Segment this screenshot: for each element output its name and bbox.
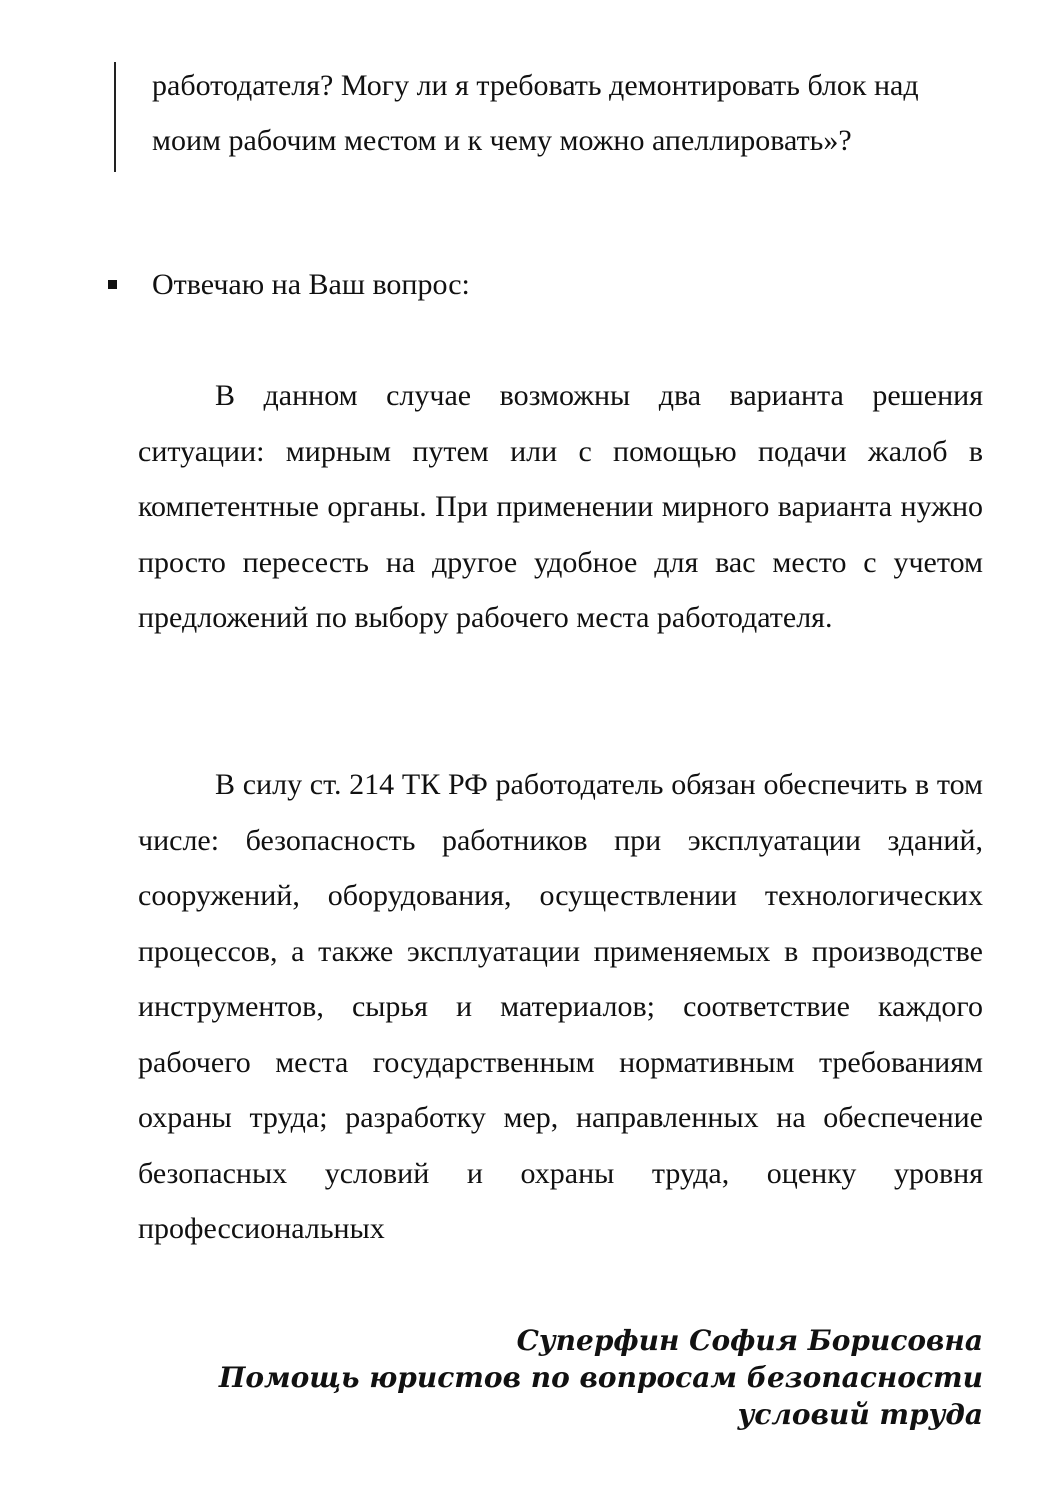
quote-bar: [114, 62, 116, 172]
paragraph-resolution-options: В данном случае возможны два варианта решения ситуации: мирным путем или с помощью подачи жалоб в компетентные органы. При применении мирного варианта нужно просто пересесть на другое удобное для вас место с учетом предложений по выбору рабочего места работодателя.: [138, 379, 983, 634]
paragraph-employer-obligations: В силу ст. 214 ТК РФ работодатель обязан обеспечить в том числе: безопасность работников при эксплуатации зданий, сооружений, оборудования, осуществлении технологических процессов, а также эксплуатации применяемых в производстве инструментов, сырья и материалов; соответствие каждого рабочего места государственным нормативным требованиям охраны труда; разработку мер, направленных на обеспечение безопасных условий и охраны труда, оценку уровня профессиональных: [138, 768, 983, 1245]
quote-line-1: работодателя? Могу ли я требовать демонтировать блок над: [152, 69, 919, 102]
answer-heading: Отвечаю на Ваш вопрос:: [152, 268, 470, 301]
signature-block: [83, 1322, 983, 1433]
square-bullet-icon: [108, 280, 117, 289]
signature-name: Суперфин София Борисовна: [516, 1324, 983, 1357]
quoted-question: [152, 58, 984, 168]
signature-title-cont: условий труда: [737, 1398, 983, 1431]
signature-title: Помощь юристов по вопросам безопасности: [218, 1361, 983, 1394]
answer-heading-row: [108, 262, 984, 312]
quote-line-2: моим рабочим местом и к чему можно апеллировать»?: [152, 124, 852, 157]
